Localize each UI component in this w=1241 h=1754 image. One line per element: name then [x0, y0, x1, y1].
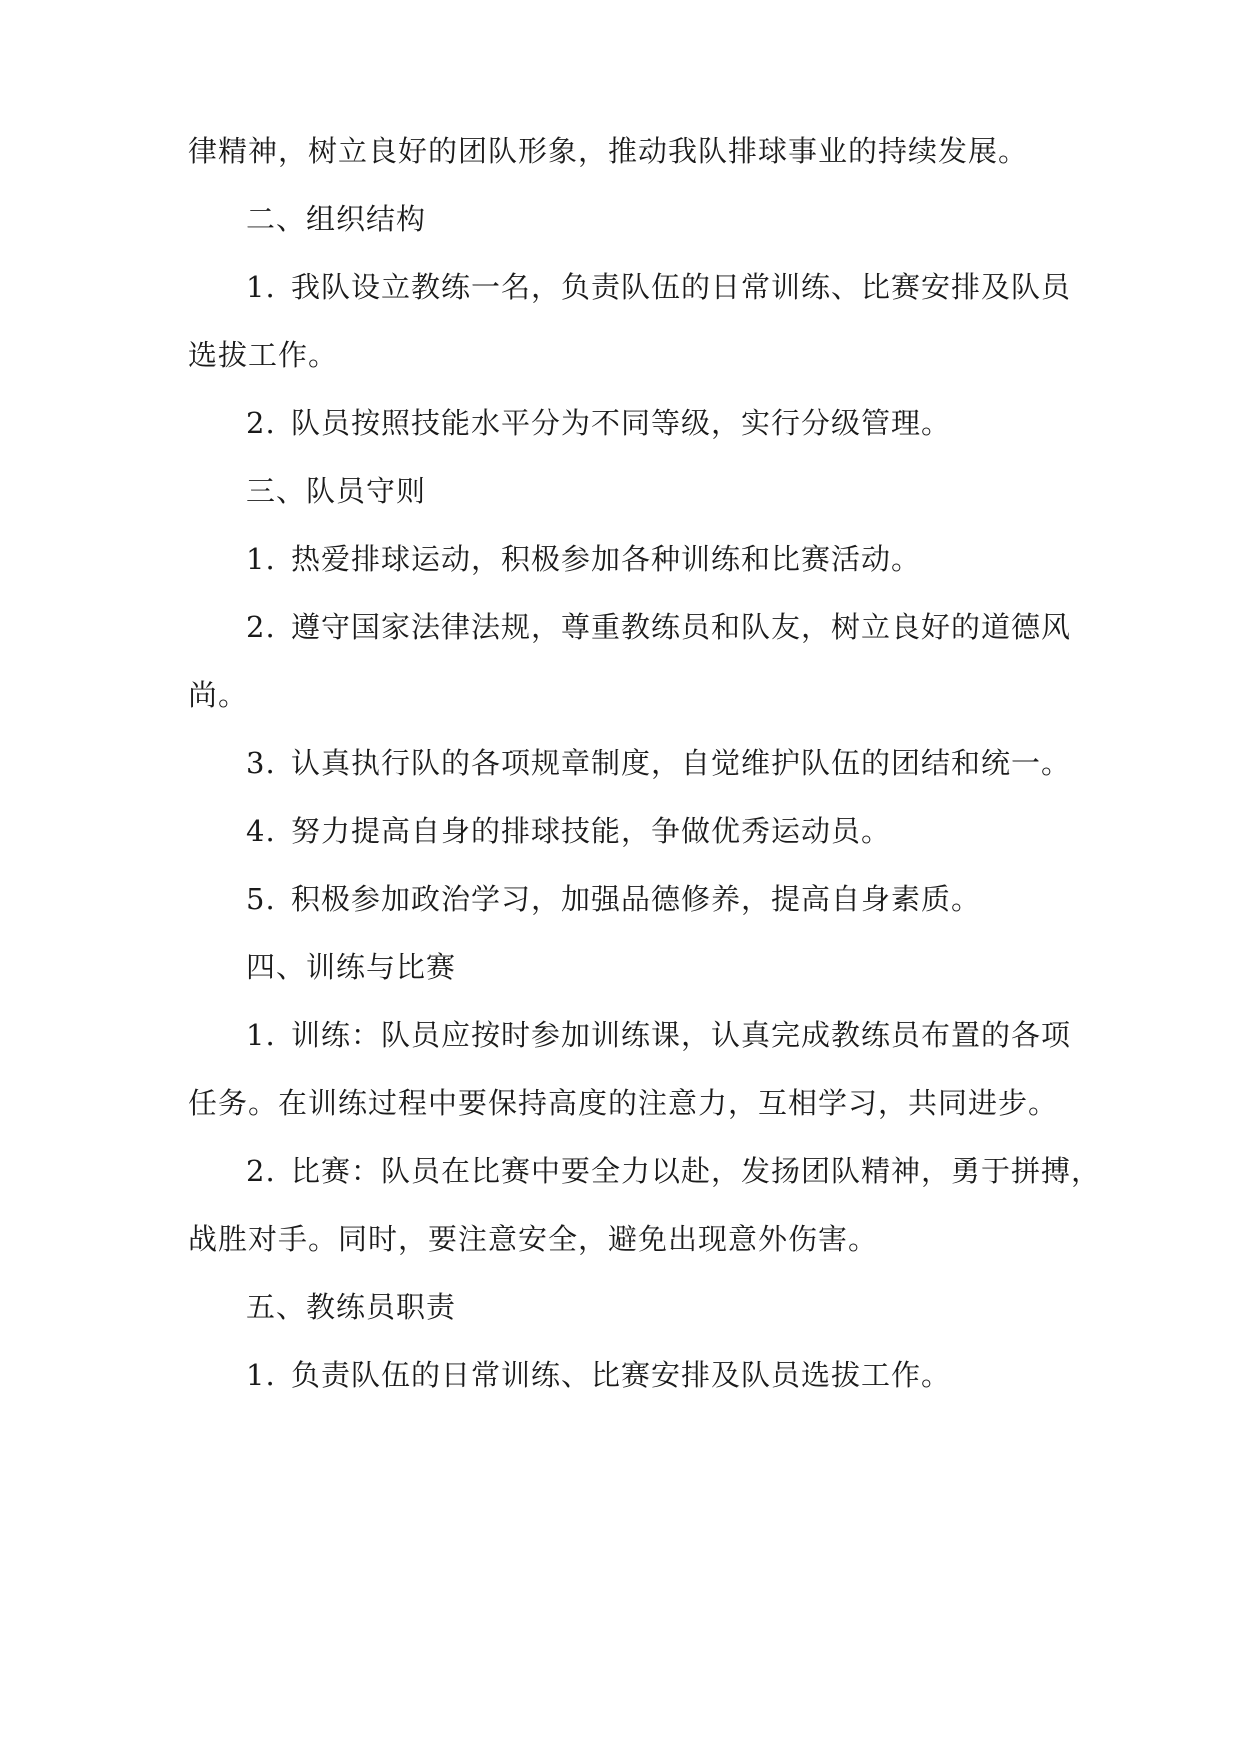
item-text: 比赛：队员在比赛中要全力以赴，发扬团队精神，勇于拼搏， — [291, 1154, 1102, 1188]
list-item — [246, 1355, 951, 1395]
item-number: 2. — [246, 406, 276, 440]
item-number: 3. — [246, 746, 276, 780]
item-number: 1. — [246, 1018, 276, 1052]
item-number: 1. — [246, 1358, 276, 1392]
section-heading-organization: 二、组织结构 — [246, 202, 427, 236]
section-heading-training: 四、训练与比赛 — [246, 950, 457, 984]
list-item — [246, 879, 981, 919]
item-text: 我队设立教练一名，负责队伍的日常训练、比赛安排及队员 — [291, 270, 1072, 304]
item-text-continuation: 尚。 — [188, 678, 249, 712]
list-item — [246, 607, 1071, 647]
item-text: 训练：队员应按时参加训练课，认真完成教练员布置的各项 — [291, 1018, 1072, 1052]
item-number: 5. — [246, 882, 276, 916]
item-text: 热爱排球运动，积极参加各种训练和比赛活动。 — [291, 542, 922, 576]
item-text-continuation: 选拔工作。 — [188, 338, 339, 372]
item-text: 遵守国家法律法规，尊重教练员和队友，树立良好的道德风 — [291, 610, 1072, 644]
section-heading-rules: 三、队员守则 — [246, 474, 427, 508]
list-item — [246, 811, 891, 851]
item-number: 4. — [246, 814, 276, 848]
paragraph-continuation: 律精神，树立良好的团队形象，推动我队排球事业的持续发展。 — [188, 134, 1029, 168]
list-item — [246, 1151, 1101, 1191]
item-number: 2. — [246, 610, 276, 644]
section-heading-coach-duties: 五、教练员职责 — [246, 1290, 457, 1324]
item-text: 负责队伍的日常训练、比赛安排及队员选拔工作。 — [291, 1358, 952, 1392]
list-item — [246, 743, 1071, 783]
list-item — [246, 267, 1071, 307]
item-text: 认真执行队的各项规章制度，自觉维护队伍的团结和统一。 — [291, 746, 1072, 780]
item-number: 1. — [246, 270, 276, 304]
item-text: 努力提高自身的排球技能，争做优秀运动员。 — [291, 814, 892, 848]
item-number: 1. — [246, 542, 276, 576]
list-item — [246, 403, 951, 443]
list-item — [246, 539, 921, 579]
item-text-continuation: 战胜对手。同时，要注意安全，避免出现意外伤害。 — [188, 1222, 879, 1256]
list-item — [246, 1015, 1071, 1055]
item-number: 2. — [246, 1154, 276, 1188]
item-text-continuation: 任务。在训练过程中要保持高度的注意力，互相学习，共同进步。 — [188, 1086, 1059, 1120]
item-text: 队员按照技能水平分为不同等级，实行分级管理。 — [291, 406, 952, 440]
item-text: 积极参加政治学习，加强品德修养，提高自身素质。 — [291, 882, 982, 916]
